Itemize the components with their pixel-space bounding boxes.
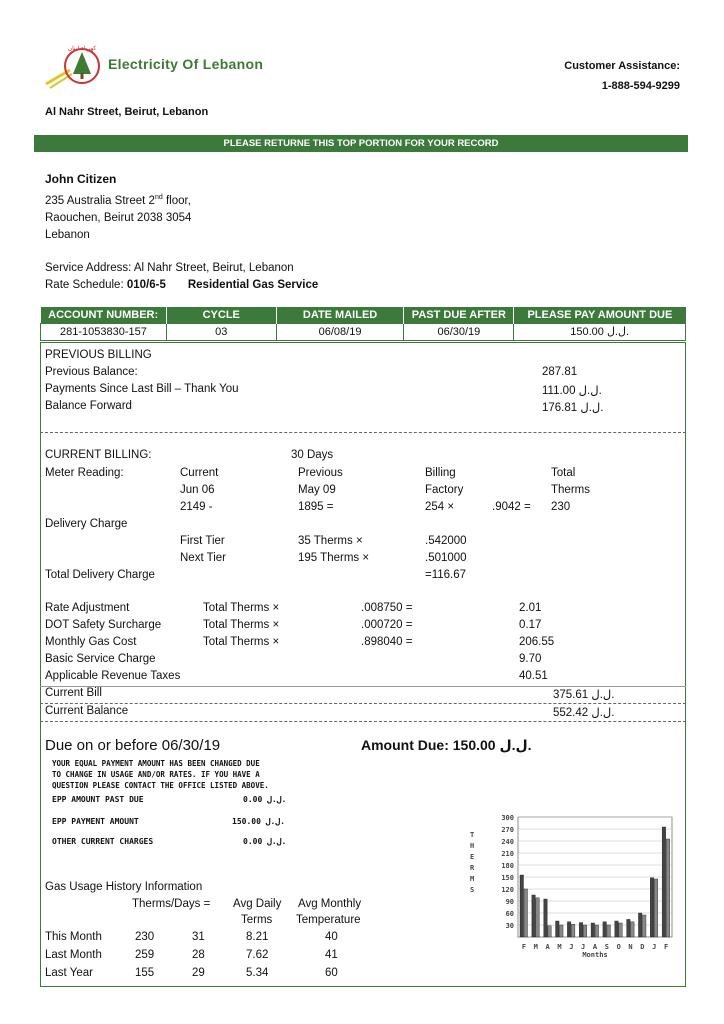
amount-due-text: Amount Due: 150.00 ل.ل.: [361, 737, 532, 753]
current-balance-value: 552.42 ل.ل.: [553, 707, 615, 719]
charge-amount: 9.70: [519, 653, 542, 665]
usage-bar: [548, 926, 552, 937]
next-tier-therms: 195 Therms ×: [298, 552, 370, 564]
usage-bar: [520, 875, 524, 937]
x-tick-label: M: [557, 943, 562, 951]
date-mailed-header: DATE MAILED: [276, 307, 404, 323]
total-therms: 230: [551, 501, 571, 513]
history-temp: 41: [325, 949, 338, 961]
usage-bar: [666, 839, 670, 937]
usage-bar: [579, 923, 583, 937]
delivery-charge-label: Delivery Charge: [45, 518, 128, 530]
billing-factory: Factory: [425, 484, 464, 496]
customer-address-line2: Raouchen, Beirut 2038 3054: [45, 211, 192, 224]
history-row-label: Last Year: [45, 967, 93, 979]
past-due-date: 06/30/19: [404, 323, 514, 340]
customer-address-line1: 235 Australia Street 2nd floor,: [45, 193, 191, 207]
balance-forward-value: 176.81 ل.ل.: [542, 402, 604, 414]
x-tick-label: N: [628, 943, 633, 951]
usage-bar: [524, 889, 528, 937]
x-tick-label: F: [521, 943, 527, 951]
history-row-label: Last Month: [45, 949, 102, 961]
other-charges-value: 0.00 ل.ل.: [243, 837, 287, 846]
cedar-logo-icon: [42, 40, 106, 90]
col-avg-monthly-temp: Temperature: [296, 914, 361, 926]
x-tick-label: D: [640, 943, 645, 951]
account-number: 281-1053830-157: [41, 323, 167, 340]
y-tick-label: 30: [505, 922, 514, 930]
charge-label: Monthly Gas Cost: [45, 636, 137, 648]
history-therms: 155: [135, 967, 155, 979]
col-avg-daily-terms: Terms: [241, 914, 273, 926]
usage-bar: [607, 925, 611, 937]
charge-amount: 40.51: [519, 670, 548, 682]
col-avg-monthly: Avg Monthly: [298, 898, 362, 910]
billing-days: 30 Days: [291, 449, 334, 461]
col-current: Current: [180, 467, 219, 479]
usage-bar: [560, 925, 564, 937]
x-axis-label: Months: [582, 951, 608, 959]
usage-bar: [591, 923, 595, 937]
return-portion-banner: PLEASE RETURNE THIS TOP PORTION FOR YOUR RECORD: [34, 135, 688, 152]
rate-schedule: Rate Schedule: 010/6-5 Residential Gas Service: [45, 279, 319, 291]
x-tick-label: A: [545, 943, 550, 951]
usage-bar: [583, 925, 587, 937]
charge-label: Basic Service Charge: [45, 653, 156, 665]
divider: [40, 703, 686, 704]
amount-due-value: 150.00 ل.ل.: [514, 323, 686, 340]
charge-amount: 206.55: [519, 636, 555, 648]
usage-bar: [654, 879, 658, 937]
service-info: [45, 260, 318, 294]
usage-bar: [615, 921, 619, 937]
charge-label: Rate Adjustment: [45, 602, 130, 614]
y-axis-label-letter: E: [470, 853, 475, 861]
x-tick-label: J: [652, 943, 657, 951]
cycle-value: 03: [166, 323, 276, 340]
assistance-label: Customer Assistance:: [564, 60, 680, 72]
current-bill-label: Current Bill: [45, 687, 102, 699]
read-difference: 254 ×: [425, 501, 455, 513]
previous-billing-title: PREVIOUS BILLING: [45, 349, 152, 361]
amount-due-header: PLEASE PAY AMOUNT DUE: [514, 307, 686, 323]
x-tick-label: M: [533, 943, 538, 951]
x-tick-label: S: [604, 943, 609, 951]
office-address: Al Nahr Street, Beirut, Lebanon: [45, 106, 209, 118]
epp-past-due-label: EPP AMOUNT PAST DUE: [52, 795, 144, 804]
x-tick-label: A: [592, 943, 598, 951]
usage-bar: [536, 898, 540, 937]
first-tier-therms: 35 Therms ×: [298, 535, 363, 547]
service-address: Service Address: Al Nahr Street, Beirut, Lebanon: [45, 262, 294, 274]
epp-past-due-value: 0.00 ل.ل.: [243, 795, 287, 804]
customer-block: [45, 171, 191, 245]
history-days: 29: [192, 967, 205, 979]
past-due-header: PAST DUE AFTER: [404, 307, 514, 323]
date-mailed: 06/08/19: [276, 323, 404, 340]
usage-bar: [595, 925, 599, 937]
account-summary-table: [40, 307, 686, 341]
usage-bar: [662, 827, 666, 937]
billing-factor: .9042 =: [492, 501, 531, 513]
epp-payment-value: 150.00 ل.ل.: [232, 817, 285, 826]
charge-basis: Total Therms ×: [203, 602, 280, 614]
usage-history-chart: [460, 812, 680, 972]
y-tick-label: 150: [501, 874, 514, 882]
company-name: Electricity Of Lebanon: [108, 56, 264, 72]
first-tier-label: First Tier: [180, 535, 225, 547]
current-read: 2149 -: [180, 501, 213, 513]
balance-forward-label: Balance Forward: [45, 400, 132, 412]
due-date-text: Due on or before 06/30/19: [45, 737, 221, 754]
y-tick-label: 120: [501, 886, 514, 894]
assistance-phone[interactable]: 1-888-594-9299: [601, 80, 680, 92]
current-date: Jun 06: [180, 484, 215, 496]
customer-address-line3: Lebanon: [45, 229, 90, 242]
charge-rate: .008750 =: [361, 602, 413, 614]
usage-bar: [631, 922, 635, 937]
usage-bar: [532, 895, 536, 937]
usage-history-title: Gas Usage History Information: [45, 881, 203, 893]
divider: [40, 721, 686, 722]
history-days: 31: [192, 931, 205, 943]
col-total: Total: [551, 467, 576, 479]
charge-rate: .898040 =: [361, 636, 413, 648]
previous-balance-label: Previous Balance:: [45, 366, 138, 378]
usage-bar: [642, 915, 646, 937]
history-row-label: This Month: [45, 931, 102, 943]
total-therms-label: Therms: [551, 484, 590, 496]
usage-bar: [638, 913, 642, 937]
y-axis-label-letter: H: [470, 842, 475, 850]
meter-reading-label: Meter Reading:: [45, 467, 124, 479]
usage-bar: [650, 878, 654, 937]
charge-rate: .000720 =: [361, 619, 413, 631]
account-number-header: ACCOUNT NUMBER:: [41, 307, 167, 323]
charge-amount: 2.01: [519, 602, 542, 614]
col-billing: Billing: [425, 467, 456, 479]
previous-date: May 09: [298, 484, 336, 496]
total-delivery-value: =116.67: [425, 569, 467, 581]
first-tier-rate: .542000: [425, 535, 467, 547]
usage-bar: [544, 899, 548, 937]
history-avg: 7.62: [246, 949, 269, 961]
previous-read: 1895 =: [298, 501, 334, 513]
history-therms: 230: [135, 931, 155, 943]
history-avg: 5.34: [246, 967, 269, 979]
y-axis-label-letter: M: [470, 875, 475, 883]
charge-amount: 0.17: [519, 619, 542, 631]
logo-arabic-text: كهرباء لبنان: [67, 46, 97, 52]
y-tick-label: 240: [501, 838, 514, 846]
current-billing-title: CURRENT BILLING:: [45, 449, 152, 461]
charge-basis: Total Therms ×: [203, 619, 280, 631]
y-tick-label: 90: [505, 898, 514, 906]
next-tier-label: Next Tier: [180, 552, 227, 564]
history-temp: 40: [325, 931, 338, 943]
col-avg-daily: Avg Daily: [233, 898, 282, 910]
usage-bar: [603, 922, 607, 937]
x-tick-label: J: [581, 943, 586, 951]
payments-value: 111.00 ل.ل.: [542, 385, 602, 397]
usage-bar: [627, 919, 631, 937]
total-delivery-label: Total Delivery Charge: [45, 569, 155, 581]
charge-label: DOT Safety Surcharge: [45, 619, 162, 631]
payment-notice: YOUR EQUAL PAYMENT AMOUNT HAS BEEN CHANGED DUE TO CHANGE IN USAGE AND/OR RATES. IF YOU HAVE A QUESTION PLEASE CONTACT THE OFFICE LISTED ABOVE.: [52, 759, 269, 790]
usage-bar: [556, 921, 560, 937]
history-days: 28: [192, 949, 205, 961]
y-tick-label: 60: [505, 910, 514, 918]
y-tick-label: 180: [501, 862, 514, 870]
y-tick-label: 210: [501, 850, 514, 858]
other-charges-label: OTHER CURRENT CHARGES: [52, 837, 154, 846]
section-divider: [40, 432, 686, 433]
cycle-header: CYCLE: [166, 307, 276, 323]
charge-label: Applicable Revenue Taxes: [45, 670, 181, 682]
x-tick-label: O: [616, 943, 621, 951]
customer-name: John Citizen: [45, 172, 117, 186]
y-tick-label: 300: [501, 814, 514, 822]
payments-label: Payments Since Last Bill – Thank You: [45, 383, 239, 395]
history-temp: 60: [325, 967, 338, 979]
previous-balance-value: 287.81: [542, 366, 578, 378]
charge-basis: Total Therms ×: [203, 636, 280, 648]
y-axis-label-letter: R: [470, 864, 475, 872]
current-bill-value: 375.61 ل.ل.: [553, 689, 615, 701]
x-tick-label: F: [663, 943, 669, 951]
col-therms-days: Therms/Days =: [132, 898, 211, 910]
y-axis-label-letter: S: [470, 886, 475, 894]
epp-payment-label: EPP PAYMENT AMOUNT: [52, 817, 139, 826]
history-avg: 8.21: [246, 931, 269, 943]
usage-bar: [567, 922, 571, 937]
customer-assistance: [564, 56, 680, 96]
usage-bar: [571, 924, 575, 937]
company-logo: [42, 40, 292, 90]
y-tick-label: 270: [501, 826, 514, 834]
y-axis-label-letter: T: [470, 831, 475, 839]
next-tier-rate: .501000: [425, 552, 467, 564]
x-tick-label: J: [569, 943, 574, 951]
usage-bar: [619, 923, 623, 937]
current-balance-label: Current Balance: [45, 705, 129, 717]
history-therms: 259: [135, 949, 155, 961]
col-previous: Previous: [298, 467, 343, 479]
